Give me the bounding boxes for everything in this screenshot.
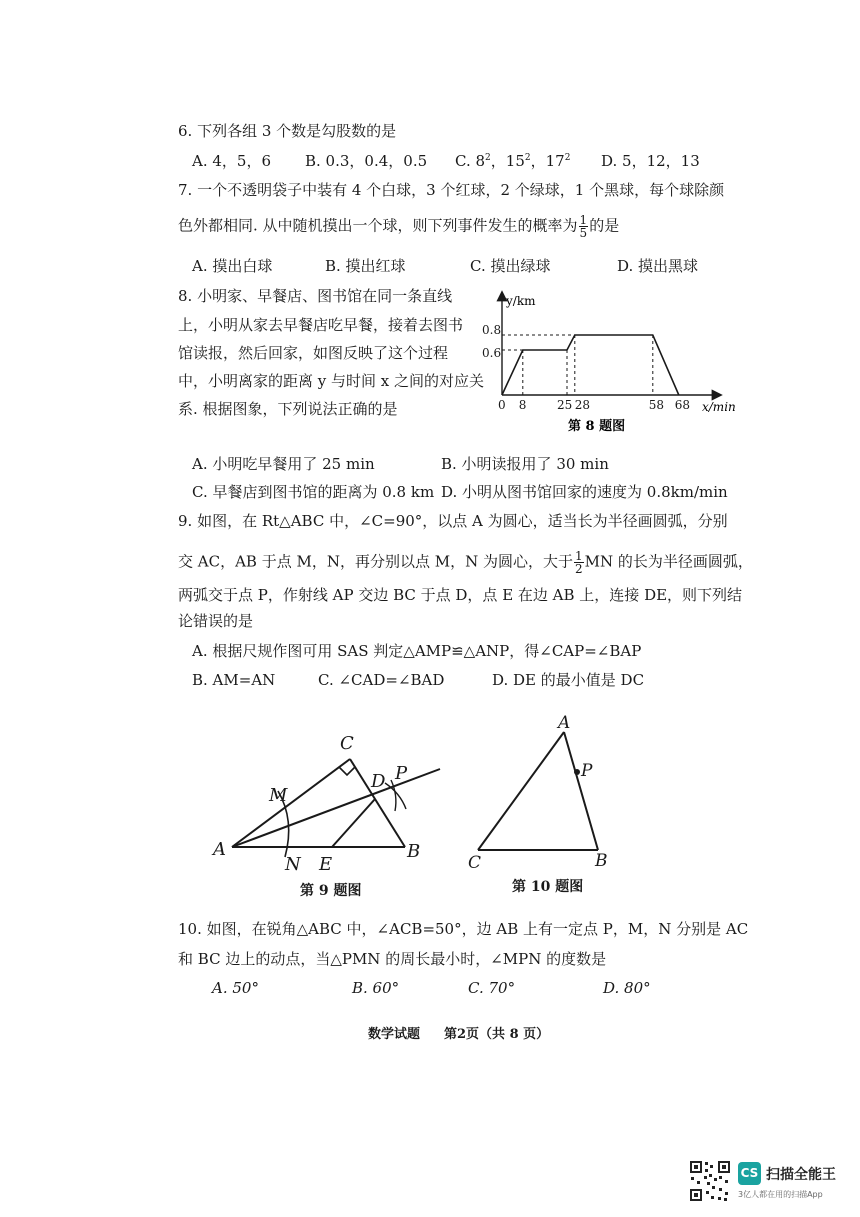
y-axis-label: y/km <box>506 294 536 308</box>
footer-subject: 数学试题 <box>368 1027 421 1042</box>
q6-option-a: A. 4，5，6 <box>192 152 271 170</box>
q10-line2: 和 BC 边上的动点，当△PMN 的周长最小时，∠MPN 的度数是 <box>178 950 607 968</box>
q8-option-b: B. 小明读报用了 30 min <box>441 455 609 473</box>
x-tick-8: 8 <box>518 398 527 412</box>
q6-option-d: D. 5，12，13 <box>601 152 700 170</box>
q9-option-b: B. AM=AN <box>192 671 276 689</box>
q8-option-a: A. 小明吃早餐用了 25 min <box>192 455 375 473</box>
label-B: B <box>595 851 608 871</box>
figure-10 <box>462 710 622 875</box>
q9-line3: 两弧交于点 P，作射线 AP 交边 BC 于点 D，点 E 在边 AB 上，连接 DE，则下列结 <box>178 586 743 604</box>
q9-line4: 论错误的是 <box>178 612 254 630</box>
q9-option-a: A. 根据尺规作图可用 SAS 判定△AMP≌△ANP，得∠CAP=∠BAP <box>192 642 642 660</box>
label-C: C <box>340 733 354 754</box>
arc-P-1 <box>391 780 396 811</box>
ray-AP <box>232 769 440 847</box>
q8-line4: 中，小明离家的距离 y 与时间 x 之间的对应关 <box>178 372 485 390</box>
label-M: M <box>269 785 288 806</box>
y-tick-0.6: 0.6 <box>482 346 502 360</box>
label-N: N <box>285 854 301 875</box>
q8-line1: 8. 小明家、早餐店、图书馆在同一条直线 <box>178 287 453 305</box>
point-P <box>574 769 580 775</box>
figure-9 <box>205 725 455 900</box>
q7-line2: 色外都相同. 从中随机摸出一个球，则下列事件发生的概率为 $\frac{1}{5}$ 的是 <box>178 213 620 240</box>
segment-AB <box>564 732 598 850</box>
q8-line2: 上，小明从家去早餐店吃早餐，接着去图书 <box>178 316 464 334</box>
label-B: B <box>407 841 421 862</box>
segment-AC <box>232 759 350 847</box>
q8-line3: 馆读报，然后回家，如图反映了这个过程 <box>178 344 449 362</box>
q10-option-a: A. 50° <box>212 979 259 997</box>
segment-AC <box>478 732 564 850</box>
x-tick-28: 28 <box>574 398 591 412</box>
q10-option-d: D. 80° <box>603 979 651 997</box>
q7-option-d: D. 摸出黑球 <box>617 257 699 275</box>
scanner-tagline: 3亿人都在用的扫描App <box>738 1190 823 1199</box>
scanner-brand-name: 扫描全能王 <box>766 1167 836 1183</box>
label-C: C <box>468 853 482 873</box>
qr-code-icon <box>689 1160 731 1202</box>
y-tick-0.8: 0.8 <box>482 323 502 337</box>
figure-9-caption: 第 9 题图 <box>300 883 362 899</box>
series-line <box>502 335 679 395</box>
label-P: P <box>395 763 408 784</box>
q9-fraction: $\frac{1}{2}$ <box>574 549 583 576</box>
q7-line1: 7. 一个不透明袋子中装有 4 个白球，3 个红球，2 个绿球，1 个黑球，每个球除颜 <box>178 181 725 199</box>
footer-page: 第2页（共 8 页） <box>444 1027 550 1042</box>
q10-option-c: C. 70° <box>468 979 516 997</box>
q8-chart <box>470 285 750 440</box>
q9-line1: 9. 如图，在 Rt△ABC 中，∠C=90°，以点 A 为圆心，适当长为半径画圆弧，分别 <box>178 512 728 530</box>
x-tick-0: 0 <box>498 398 506 412</box>
figure-10-caption: 第 10 题图 <box>512 879 584 895</box>
label-A: A <box>213 839 226 860</box>
label-A: A <box>558 713 571 733</box>
q8-option-c: C. 早餐店到图书馆的距离为 0.8 km <box>192 483 435 501</box>
x-axis-label: x/min <box>702 400 736 414</box>
right-angle-mark <box>339 767 355 775</box>
label-P: P <box>581 761 593 781</box>
q10-line1: 10. 如图，在锐角△ABC 中，∠ACB=50°，边 AB 上有一定点 P，M，N 分别是 AC <box>178 920 749 938</box>
x-tick-68: 68 <box>674 398 691 412</box>
q8-option-d: D. 小明从图书馆回家的速度为 0.8km/min <box>441 483 728 501</box>
q7-option-a: A. 摸出白球 <box>192 257 273 275</box>
q7-fraction: $\frac{1}{5}$ <box>579 213 588 240</box>
q6-stem: 6. 下列各组 3 个数是勾股数的是 <box>178 122 397 140</box>
q7-option-c: C. 摸出绿球 <box>470 257 551 275</box>
scanner-logo: CS <box>738 1162 761 1185</box>
q6-option-b: B. 0.3，0.4，0.5 <box>305 152 428 170</box>
q6-option-c: C. $8^2$，$15^2$，$17^2$ <box>455 152 571 170</box>
q10-option-b: B. 60° <box>352 979 400 997</box>
x-tick-25: 25 <box>557 398 573 412</box>
q7-option-b: B. 摸出红球 <box>325 257 406 275</box>
q8-line5: 系. 根据图象，下列说法正确的是 <box>178 400 398 418</box>
q9-option-c: C. ∠CAD=∠BAD <box>318 671 445 689</box>
label-E: E <box>319 854 333 875</box>
x-tick-58: 58 <box>648 398 665 412</box>
q9-line2: 交 AC，AB 于点 M，N，再分别以点 M，N 为圆心，大于 $\frac{1}{2}$ MN 的长为半径画圆弧， <box>178 549 753 576</box>
chart-title: 第 8 题图 <box>568 419 626 434</box>
q9-option-d: D. DE 的最小值是 DC <box>492 671 645 689</box>
label-D: D <box>371 771 386 792</box>
